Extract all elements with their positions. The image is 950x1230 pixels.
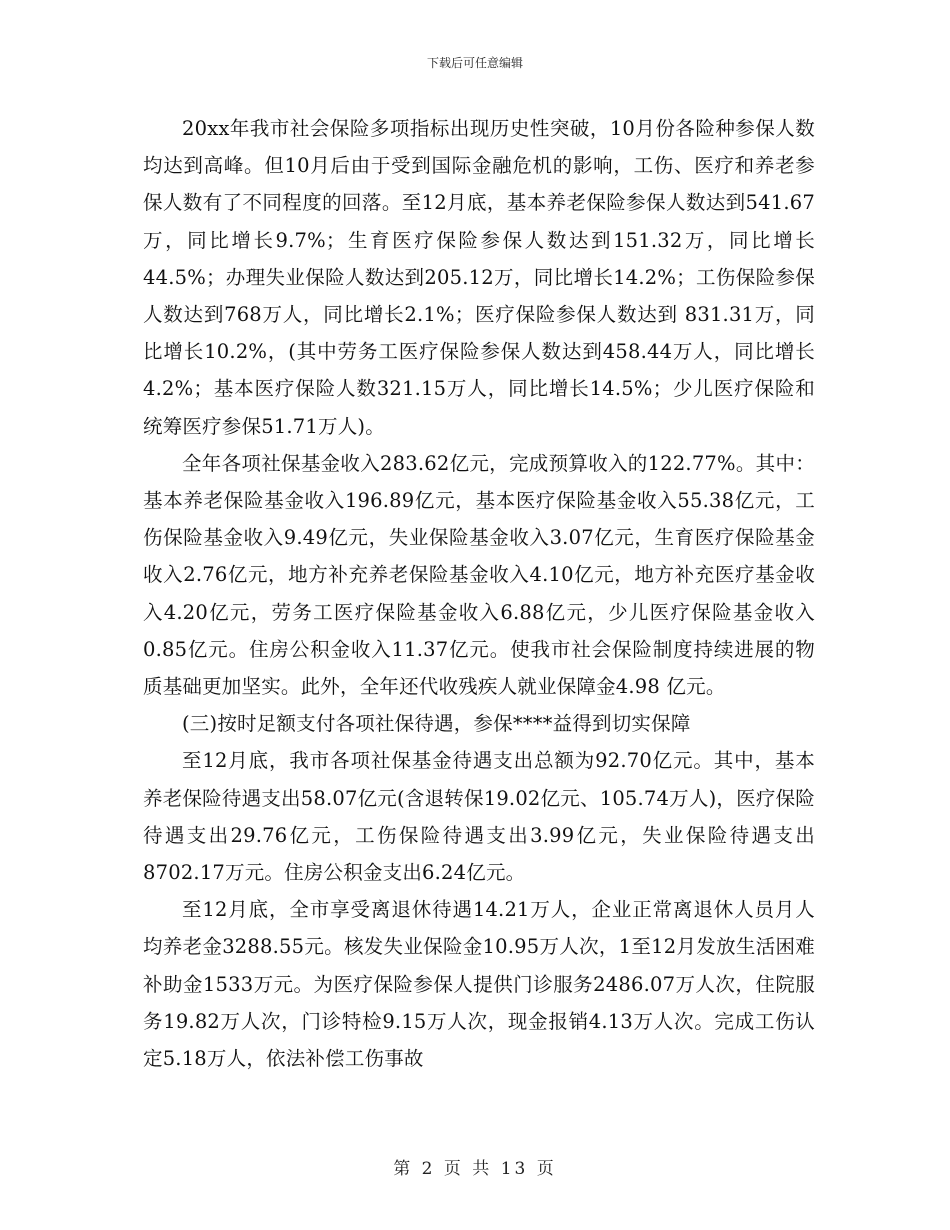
document-body	[143, 110, 815, 1077]
paragraph-fund-income: 全年各项社保基金收入283.62亿元，完成预算收入的122.77%。其中：基本养老保险基金收入196.89亿元，基本医疗保险基金收入55.38亿元，工伤保险基金收入9.49亿元，失业保险基金收入3.07亿元，生育医疗保险基金收入2.76亿元，地方补充养老保险基金收入4.10亿元，地方补充医疗基金收入4.20亿元，劳务工医疗保险基金收入6.88亿元，少儿医疗保险基金收入0.85亿元。住房公积金收入11.37亿元。使我市社会保险制度持续进展的物质基础更加坚实。此外，全年还代收残疾人就业保障金4.98 亿元。	[143, 451, 815, 699]
section-heading-benefits: (三)按时足额支付各项社保待遇，参保****益得到切实保障	[182, 712, 691, 736]
page-header-note: 下载后可任意编辑	[426, 56, 523, 70]
paragraph-benefit-expenditure: 至12月底，我市各项社保基金待遇支出总额为92.70亿元。其中，基本养老保险待遇支出58.07亿元(含退转保19.02亿元、105.74万人)，医疗保险待遇支出29.76亿元，工伤保险待遇支出3.99亿元，失业保险待遇支出8702.17万元。住房公积金支出6.24亿元。	[143, 749, 815, 885]
paragraph-retirement-services: 至12月底，全市享受离退休待遇14.21万人，企业正常离退休人员月人均养老金3288.55元。核发失业保险金10.95万人次，1至12月发放生活困难补助金1533万元。为医疗保险参保人提供门诊服务2486.07万人次，住院服务19.82万人次，门诊特检9.15万人次，现金报销4.13万人次。完成工伤认定5.18万人，依法补偿工伤事故	[143, 898, 815, 1071]
paragraph-enrollment: 20xx年我市社会保险多项指标出现历史性突破，10月份各险种参保人数均达到高峰。但10月后由于受到国际金融危机的影响，工伤、医疗和养老参保人数有了不同程度的回落。至12月底，基本养老保险参保人数达到541.67万，同比增长9.7%；生育医疗保险参保人数达到151.32万，同比增长 44.5%；办理失业保险人数达到205.12万，同比增长14.2%；工伤保险参保人数达到768万人，同比增长2.1%；医疗保险参保人数达到 831.31万，同比增长10.2%，(其中劳务工医疗保险参保人数达到458.44万人，同比增长4.2%；基本医疗保险人数321.15万人，同比增长14.5%；少儿医疗保险和统筹医疗参保51.71万人)。	[143, 117, 815, 438]
page-number: 第 2 页 共 13 页	[393, 1159, 557, 1179]
